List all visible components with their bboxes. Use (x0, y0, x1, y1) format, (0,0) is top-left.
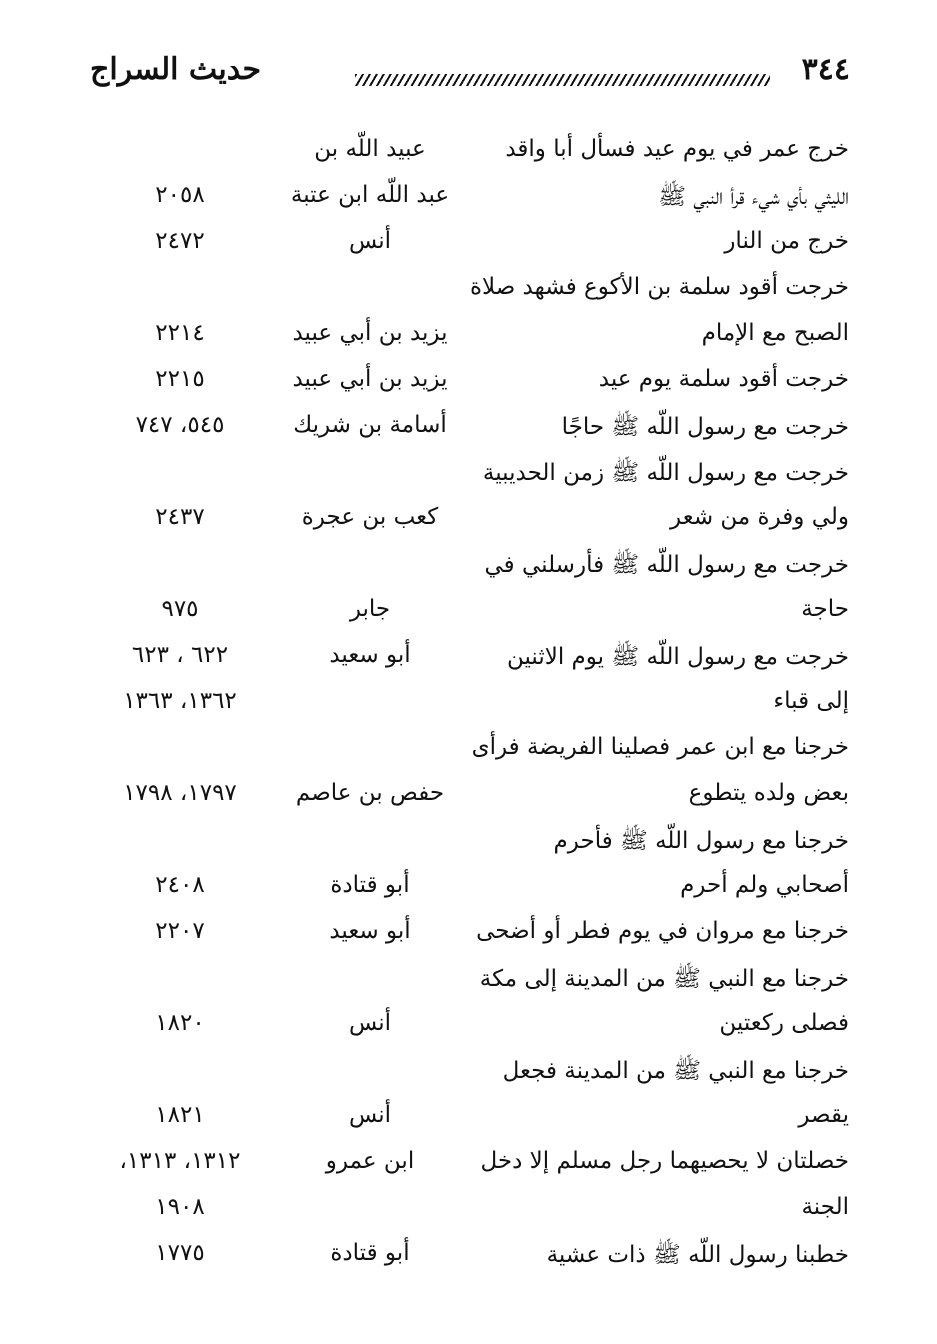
hadith-incipit: خطبنا رسول اللّه ﷺ ذات عشية (546, 1242, 849, 1268)
hadith-numbers: ٢٢١٤ (155, 320, 205, 346)
index-row (0, 220, 937, 266)
page-header (90, 52, 850, 100)
hadith-incipit: إلى قباء (773, 688, 849, 714)
index-row (0, 404, 937, 450)
hadith-numbers: ٩٧٥ (161, 596, 199, 622)
hadith-incipit: خرج عمر في يوم عيد فسأل أبا واقد (505, 136, 849, 162)
hadith-incipit: خصلتان لا يحصيهما رجل مسلم إلا دخل (480, 1148, 849, 1174)
narrator: حفص بن عاصم (295, 780, 445, 806)
index-row (0, 496, 937, 542)
hadith-incipit: الصبح مع الإمام (701, 320, 849, 346)
hadith-incipit: حاجة (801, 596, 849, 622)
hadith-numbers: ١٣١٢، ١٣١٣، (119, 1148, 241, 1174)
index-row (0, 312, 937, 358)
narrator: أنس (348, 1102, 392, 1128)
index-row (0, 588, 937, 634)
index-row (0, 1094, 937, 1140)
narrator: أنس (348, 228, 392, 254)
index-row (0, 634, 937, 680)
hadith-incipit: خرجت مع رسول اللّه ﷺ حاجًا (561, 414, 849, 440)
index-row (0, 450, 937, 496)
hadith-numbers: ٢٠٥٨ (155, 182, 205, 208)
narrator: أسامة بن شريك (293, 412, 447, 438)
hadith-incipit: خرجنا مع النبي ﷺ من المدينة فجعل (502, 1058, 849, 1084)
index-row (0, 174, 937, 220)
hadith-incipit: أصحابي ولم أحرم (680, 872, 849, 898)
header-hatch-rule (355, 74, 770, 86)
index-row (0, 772, 937, 818)
hadith-incipit: خرجنا مع رسول اللّه ﷺ فأحرم (553, 828, 849, 854)
index-row (0, 1232, 937, 1278)
index-row (0, 818, 937, 864)
hadith-incipit: خرجت أقود سلمة يوم عيد (598, 366, 849, 392)
hadith-numbers: ٢٢٠٧ (155, 918, 205, 944)
hadith-numbers: ١٨٢١ (155, 1102, 205, 1128)
index-row (0, 128, 937, 174)
page-number: ٣٤٤ (801, 52, 850, 87)
narrator: جابر (349, 596, 391, 622)
index-row (0, 542, 937, 588)
index-row (0, 266, 937, 312)
hadith-incipit: فصلى ركعتين (719, 1010, 849, 1036)
hadith-numbers: ١٩٠٨ (155, 1194, 205, 1220)
hadith-numbers: ٢٤٣٧ (155, 504, 205, 530)
hadith-incipit: خرجت مع رسول اللّه ﷺ فأرسلني في (484, 552, 849, 578)
narrator: ابن عمرو (325, 1148, 415, 1174)
book-title: حديث السراج (90, 52, 262, 87)
index-row (0, 358, 937, 404)
narrator: عبد اللّه ابن عتبة (290, 182, 450, 208)
index-row (0, 726, 937, 772)
index-row (0, 1140, 937, 1186)
hadith-incipit: خرجت مع رسول اللّه ﷺ يوم الاثنين (506, 644, 849, 670)
narrator: أبو سعيد (329, 918, 411, 944)
hadith-incipit: الجنة (801, 1194, 849, 1220)
hadith-numbers: ٢٤٠٨ (155, 872, 205, 898)
hadith-numbers: ١٧٧٥ (155, 1240, 205, 1266)
hadith-incipit: خرجنا مع مروان في يوم فطر أو أضحى (476, 918, 849, 944)
hadith-incipit: خرج من النار (724, 228, 849, 254)
index-row (0, 1186, 937, 1232)
index-row (0, 956, 937, 1002)
index-row (0, 910, 937, 956)
hadith-incipit: الليثي بأي شيء قرأ النبي ﷺ (658, 184, 849, 210)
hadith-numbers: ١٨٢٠ (155, 1010, 205, 1036)
hadith-numbers: ١٧٩٧، ١٧٩٨ (123, 780, 237, 806)
index-row (0, 864, 937, 910)
hadith-incipit: ولي وفرة من شعر (670, 504, 849, 530)
hadith-incipit: يقصر (798, 1102, 849, 1128)
hadith-incipit: خرجت أقود سلمة بن الأكوع فشهد صلاة (469, 274, 849, 300)
hadith-incipit: خرجنا مع النبي ﷺ من المدينة إلى مكة (479, 966, 849, 992)
hadith-incipit: خرجت مع رسول اللّه ﷺ زمن الحديبية (482, 460, 849, 486)
hadith-numbers: ١٣٦٢، ١٣٦٣ (123, 688, 237, 714)
narrator: أبو قتادة (330, 872, 410, 898)
narrator: يزيد بن أبي عبيد (292, 320, 448, 346)
hadith-numbers: ٥٤٥، ٧٤٧ (135, 412, 225, 438)
hadith-numbers: ٢٢١٥ (155, 366, 205, 392)
narrator: يزيد بن أبي عبيد (292, 366, 448, 392)
hadith-incipit: بعض ولده يتطوع (688, 780, 849, 806)
narrator: أبو قتادة (330, 1240, 410, 1266)
index-row (0, 680, 937, 726)
hadith-numbers: ٢٤٧٢ (155, 228, 205, 254)
index-table (0, 128, 937, 1278)
index-row (0, 1002, 937, 1048)
hadith-incipit: خرجنا مع ابن عمر فصلينا الفريضة فرأى (471, 734, 849, 760)
narrator: كعب بن عجرة (301, 504, 439, 530)
narrator: أنس (348, 1010, 392, 1036)
narrator: عبيد اللّه بن (314, 136, 426, 162)
narrator: أبو سعيد (329, 642, 411, 668)
index-row (0, 1048, 937, 1094)
hadith-numbers: ٦٢٢ ، ٦٢٣ (131, 642, 229, 668)
